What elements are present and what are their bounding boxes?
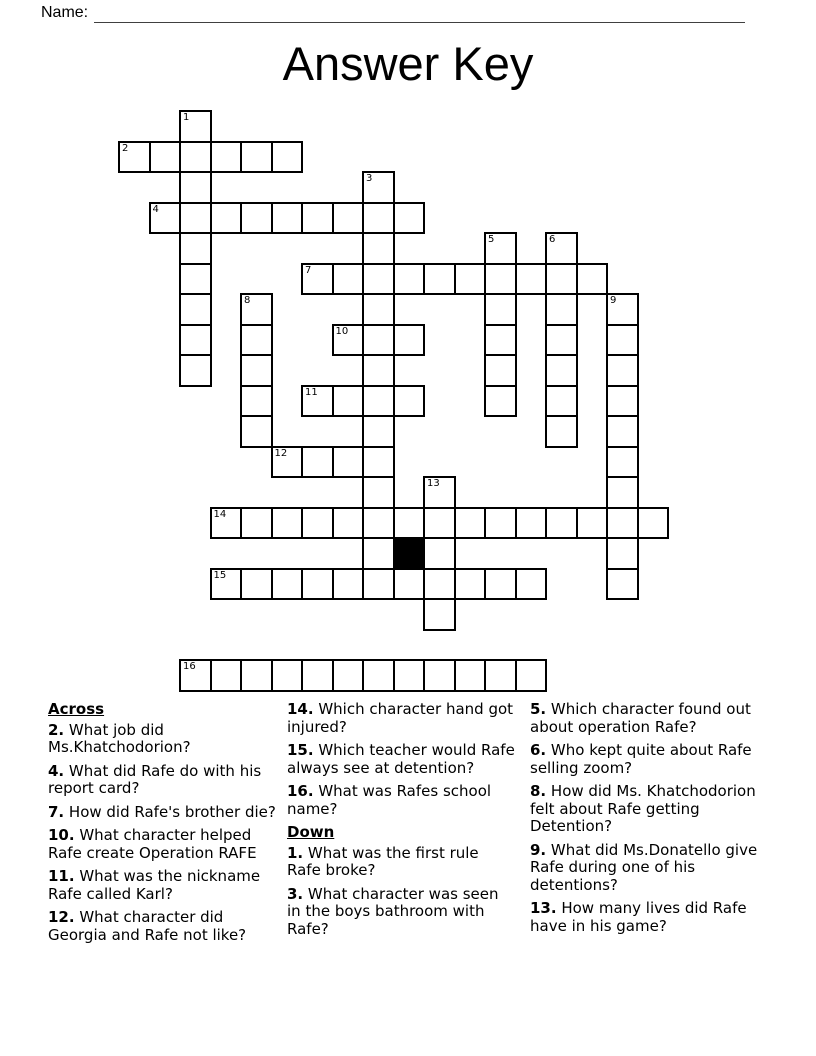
cell-number: 7 (305, 264, 312, 276)
grid-cell (484, 263, 517, 296)
name-label: Name: (41, 4, 89, 21)
grid-cell (271, 141, 304, 174)
grid-cell (179, 324, 212, 357)
grid-cell (149, 141, 182, 174)
grid-cell (271, 507, 304, 540)
clue: 16. What was Rafes school name? (287, 782, 492, 818)
clue-column (530, 701, 758, 941)
grid-cell (545, 293, 578, 326)
grid-cell (149, 202, 182, 235)
clue: 2. What job did Ms.Khatchodorion? (48, 720, 191, 756)
clue-column (287, 701, 515, 944)
grid-cell (179, 354, 212, 387)
grid-cell (179, 232, 212, 265)
grid-cell (484, 659, 517, 692)
clue-number: 9. (530, 840, 547, 859)
black-cell (393, 537, 426, 570)
grid-cell (301, 568, 334, 601)
cell-number: 10 (335, 325, 349, 337)
grid-cell (362, 385, 395, 418)
grid-cell (332, 385, 365, 418)
grid-cell (606, 476, 639, 509)
grid-cell (393, 568, 426, 601)
cell-number: 9 (610, 295, 617, 306)
cell-number: 13 (427, 478, 440, 489)
grid-cell (271, 659, 304, 692)
grid-cell (362, 507, 395, 540)
clue-number: 15. (287, 741, 314, 759)
clue: 10. What character helped Rafe create Operation RAFE (48, 826, 257, 862)
clue-number: 1. (287, 843, 304, 862)
grid-cell (332, 659, 365, 692)
grid-cell (423, 537, 456, 570)
clue: 1. What was the first rule Rafe broke? (287, 843, 479, 879)
grid-cell (423, 507, 456, 540)
grid-cell (210, 659, 243, 692)
cell-number: 14 (213, 508, 227, 520)
clue: 15. Which teacher would Rafe always see at detention? (287, 741, 515, 777)
grid-cell (423, 263, 456, 296)
grid-cell (606, 293, 639, 326)
grid-cell (332, 568, 365, 601)
clue-number: 5. (530, 700, 547, 718)
clue: 13. How many lives did Rafe have in his game? (530, 899, 747, 935)
grid-cell (393, 507, 426, 540)
grid-cell (179, 171, 212, 204)
grid-cell (545, 232, 578, 265)
grid-cell (240, 507, 273, 540)
clue-section-heading: Across (48, 700, 105, 718)
name-row (41, 3, 745, 23)
grid-cell (301, 263, 334, 296)
grid-cell (362, 415, 395, 448)
grid-cell (576, 507, 609, 540)
grid-cell (271, 446, 304, 479)
grid-cell (454, 507, 487, 540)
grid-cell (393, 263, 426, 296)
grid-cell (606, 507, 639, 540)
grid-cell (637, 507, 670, 540)
grid-cell (240, 354, 273, 387)
cell-number: 5 (488, 234, 495, 245)
grid-cell (240, 324, 273, 357)
grid-cell (362, 263, 395, 296)
grid-cell (362, 446, 395, 479)
grid-cell (332, 446, 365, 479)
cell-number: 3 (366, 173, 373, 184)
grid-cell (484, 354, 517, 387)
clue: 7. How did Rafe's brother die? (48, 802, 276, 821)
grid-cell (423, 659, 456, 692)
cell-number: 16 (183, 661, 196, 672)
clue-number: 3. (287, 884, 304, 903)
grid-cell (362, 232, 395, 265)
clue-number: 6. (530, 741, 547, 759)
grid-cell (240, 415, 273, 448)
clue-number: 8. (530, 782, 547, 800)
grid-cell (606, 354, 639, 387)
clue-number: 12. (48, 908, 75, 926)
clue-column (48, 701, 276, 950)
grid-cell (545, 354, 578, 387)
name-fill-line (94, 4, 745, 23)
cell-number: 8 (244, 295, 251, 306)
grid-cell (240, 141, 273, 174)
grid-cell (240, 568, 273, 601)
clue-number: 10. (48, 826, 75, 844)
clue: 5. Which character found out about operation Rafe? (530, 700, 751, 736)
grid-cell (423, 476, 456, 509)
grid-cell (484, 568, 517, 601)
clue: 14. Which character hand got injured? (287, 700, 514, 736)
clue: 9. What did Ms.Donatello give Rafe during one of his detentions? (530, 840, 758, 894)
cell-number: 4 (152, 203, 159, 215)
grid-cell (362, 293, 395, 326)
grid-cell (484, 232, 517, 265)
grid-cell (301, 507, 334, 540)
grid-cell (362, 202, 395, 235)
grid-cell (393, 385, 426, 418)
cell-number: 12 (274, 447, 288, 459)
clue-number: 2. (48, 720, 65, 739)
grid-cell (606, 568, 639, 601)
grid-cell (210, 568, 243, 601)
grid-cell (362, 659, 395, 692)
grid-cell (423, 568, 456, 601)
grid-cell (332, 507, 365, 540)
grid-cell (332, 324, 365, 357)
grid-cell (545, 507, 578, 540)
grid-cell (301, 385, 334, 418)
grid-cell (362, 324, 395, 357)
grid-cell (545, 324, 578, 357)
grid-cell (545, 385, 578, 418)
grid-cell (454, 568, 487, 601)
grid-cell (179, 110, 212, 143)
clue: 3. What character was seen in the boys bathroom with Rafe? (287, 884, 499, 938)
grid-cell (545, 415, 578, 448)
clue: 8. How did Ms. Khatchodorion felt about Rafe getting Detention? (530, 782, 756, 835)
grid-cell (515, 568, 548, 601)
clue: 12. What character did Georgia and Rafe not like? (48, 908, 247, 944)
cell-number: 15 (213, 569, 227, 581)
grid-cell (332, 263, 365, 296)
grid-cell (515, 507, 548, 540)
cell-number: 2 (122, 142, 129, 154)
cell-number: 6 (549, 234, 556, 245)
grid-cell (362, 354, 395, 387)
cell-number: 1 (183, 112, 190, 123)
grid-cell (515, 659, 548, 692)
grid-cell (484, 507, 517, 540)
grid-cell (423, 598, 456, 631)
page-title: Answer Key (282, 37, 534, 90)
clue-section-heading: Down (287, 823, 335, 841)
grid-cell (545, 263, 578, 296)
grid-cell (210, 141, 243, 174)
clue-number: 4. (48, 761, 65, 780)
grid-cell (240, 293, 273, 326)
clue-number: 14. (287, 700, 314, 718)
clue-number: 7. (48, 802, 65, 821)
cell-number: 11 (305, 386, 318, 398)
grid-cell (393, 659, 426, 692)
grid-cell (484, 293, 517, 326)
grid-cell (179, 263, 212, 296)
grid-cell (393, 324, 426, 357)
grid-cell (118, 141, 151, 174)
grid-cell (484, 324, 517, 357)
grid-cell (179, 293, 212, 326)
clue-number: 11. (48, 867, 75, 885)
clue: 4. What did Rafe do with his report card? (48, 761, 262, 797)
clue: 11. What was the nickname Rafe called Karl? (48, 867, 261, 903)
grid-cell (332, 202, 365, 235)
grid-cell (362, 171, 395, 204)
grid-cell (271, 568, 304, 601)
grid-cell (606, 415, 639, 448)
grid-cell (240, 659, 273, 692)
grid-cell (240, 202, 273, 235)
clue: 6. Who kept quite about Rafe selling zoom? (530, 741, 752, 777)
grid-cell (454, 659, 487, 692)
grid-cell (393, 202, 426, 235)
grid-cell (362, 568, 395, 601)
grid-cell (484, 385, 517, 418)
grid-cell (606, 537, 639, 570)
clue-number: 13. (530, 899, 557, 917)
grid-cell (362, 537, 395, 570)
grid-cell (301, 659, 334, 692)
grid-cell (576, 263, 609, 296)
grid-cell (271, 202, 304, 235)
grid-cell (179, 141, 212, 174)
grid-cell (454, 263, 487, 296)
grid-cell (210, 507, 243, 540)
grid-cell (240, 385, 273, 418)
grid-cell (606, 446, 639, 479)
grid-cell (179, 659, 212, 692)
clue-number: 16. (287, 782, 314, 800)
grid-cell (606, 324, 639, 357)
grid-cell (606, 385, 639, 418)
grid-cell (179, 202, 212, 235)
grid-cell (362, 476, 395, 509)
grid-cell (301, 446, 334, 479)
grid-cell (515, 263, 548, 296)
grid-cell (301, 202, 334, 235)
grid-cell (210, 202, 243, 235)
